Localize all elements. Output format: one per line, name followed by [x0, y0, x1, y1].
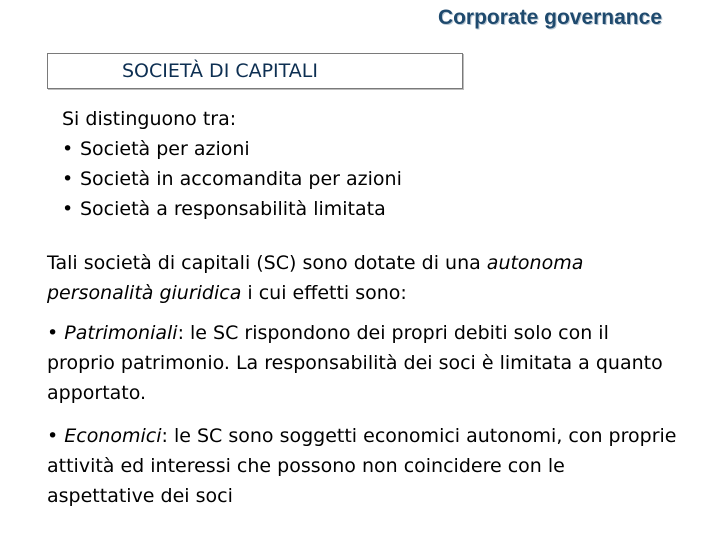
paragraph-text: : le SC sono soggetti economici autonomi, con proprie attività ed interessi che possono non coincidere con le aspettative dei soci	[47, 425, 677, 507]
paragraph-term: Patrimoniali	[64, 322, 178, 344]
list-item	[62, 194, 402, 224]
intro-lead: Si distinguono tra:	[62, 108, 237, 130]
paragraph-text: i cui effetti sono:	[241, 282, 407, 304]
bullet-icon: •	[62, 198, 74, 220]
bullet-icon: •	[62, 168, 74, 190]
slide-header-title: Corporate governance	[437, 6, 662, 29]
paragraph-legal-personality	[47, 248, 677, 308]
paragraph-text: Tali società di capitali (SC) sono dotate di una	[47, 252, 487, 274]
paragraph-text: : le SC rispondono dei propri debiti solo con il proprio patrimonio. La responsabilità dei soci è limitata a quanto apportato.	[47, 322, 663, 404]
list-item	[62, 134, 402, 164]
list-item-text: Società per azioni	[80, 138, 250, 160]
list-item	[62, 164, 402, 194]
paragraph-emphasis: autonoma personalità giuridica	[47, 252, 584, 304]
paragraph-economic-effects	[47, 421, 677, 511]
bullet-icon: •	[62, 138, 74, 160]
section-title: SOCIETÀ DI CAPITALI	[122, 60, 318, 82]
bullet-icon: •	[47, 425, 59, 447]
bullet-icon: •	[47, 322, 59, 344]
list-item-text: Società in accomandita per azioni	[80, 168, 402, 190]
paragraph-term: Economici	[64, 425, 162, 447]
paragraph-patrimonial-effects	[47, 318, 677, 408]
intro-list	[62, 104, 402, 224]
list-item-text: Società a responsabilità limitata	[80, 198, 386, 220]
section-title-box	[47, 53, 463, 89]
